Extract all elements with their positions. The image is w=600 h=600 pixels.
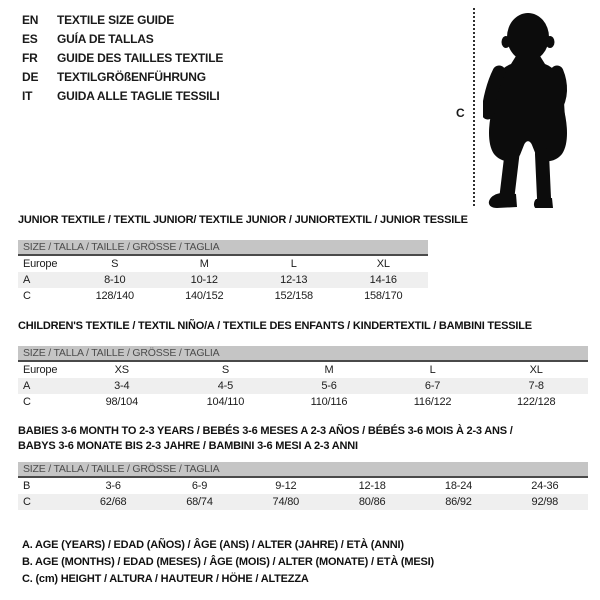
language-label: TEXTILGRÖßENFÜHRUNG [57,69,206,84]
language-label: GUIDE DES TAILLES TEXTILE [57,50,224,65]
size-value-cell: 122/128 [517,396,556,408]
size-value-cell: 68/74 [156,494,242,510]
baby-silhouette-icon [483,6,573,208]
language-code: ES [22,31,38,46]
language-row-de [22,67,223,86]
language-label: GUIDA ALLE TAGLIE TESSILI [57,88,220,103]
row-label-cell: Europe [23,364,58,376]
measurement-figure [450,4,598,212]
row-label-cell: A [18,378,70,394]
size-value-cell: 6-9 [191,480,208,492]
size-value-cell: 8-10 [70,272,160,288]
language-code: FR [22,50,38,65]
size-value-cell: 12-18 [358,480,386,492]
size-value-cell: 3-4 [70,378,174,394]
children-size-table [18,346,588,410]
size-value-cell: 12-13 [249,272,339,288]
language-list [22,10,223,105]
language-row-en [22,10,223,29]
language-row-fr [22,48,223,67]
row-label-cell: B [23,480,31,492]
table-row [18,362,588,378]
size-value-cell: 104/110 [206,396,245,408]
size-value-cell: 14-16 [339,272,429,288]
language-code: EN [22,12,39,27]
size-value-cell: 74/80 [243,494,329,510]
row-label-cell: C [18,494,70,510]
size-value-cell: 140/152 [185,290,224,302]
size-value-cell: XL [376,258,390,270]
table-row [18,378,588,394]
footnote-c: C. (cm) HEIGHT / ALTURA / HAUTEUR / HÖHE / ALTEZZA [22,573,309,585]
row-label-cell: C [23,396,31,408]
size-value-cell: 24-36 [531,480,559,492]
babies-table-title [18,424,513,454]
size-header-bar: SIZE / TALLA / TAILLE / GRÖSSE / TAGLIA [18,462,588,478]
language-row-es [22,29,223,48]
children-table-title: CHILDREN'S TEXTILE / TEXTIL NIÑO/A / TEXTILE DES ENFANTS / KINDERTEXTIL / BAMBINI TESSILE [18,320,532,332]
table-row [18,288,428,304]
size-value-cell: M [199,258,209,270]
table-row [18,394,588,410]
size-value-cell: L [290,258,297,270]
table-row [18,256,428,272]
height-measure-line [473,8,475,206]
size-value-cell: 3-6 [105,480,121,492]
table-row [18,494,588,510]
table-row [18,272,428,288]
size-value-cell: 9-12 [275,480,297,492]
footnote-b: B. AGE (MONTHS) / EDAD (MESES) / ÂGE (MOIS) / ALTER (MONATE) / ETÀ (MESI) [22,556,434,568]
size-value-cell: 18-24 [444,480,473,492]
language-code: DE [22,69,39,84]
row-label-cell: Europe [23,258,58,270]
size-value-cell: 152/158 [274,290,313,302]
size-value-cell: 128/140 [95,290,134,302]
babies-size-table [18,462,588,510]
size-value-cell: M [324,364,334,376]
size-header-bar: SIZE / TALLA / TAILLE / GRÖSSE / TAGLIA [18,240,428,256]
language-row-it [22,86,223,105]
language-label: GUÍA DE TALLAS [57,31,154,46]
size-value-cell: 5-6 [277,378,381,394]
size-value-cell: 98/104 [105,396,139,408]
size-value-cell: 62/68 [70,494,156,510]
size-value-cell: 116/122 [413,396,452,408]
size-value-cell: 92/98 [502,494,588,510]
language-code: IT [22,88,33,103]
size-value-cell: XL [529,364,543,376]
size-value-cell: 158/170 [364,290,403,302]
size-value-cell: 110/116 [310,396,348,408]
size-value-cell: L [429,364,436,376]
footnotes [22,537,434,588]
size-value-cell: 10-12 [160,272,250,288]
row-label-cell: A [18,272,70,288]
measure-label-c: C [456,106,465,120]
size-value-cell: 86/92 [415,494,501,510]
babies-title-line2: BABYS 3-6 MONATE BIS 2-3 JAHRE / BAMBINI 3-6 MESI A 2-3 ANNI [18,440,358,452]
size-header-bar: SIZE / TALLA / TAILLE / GRÖSSE / TAGLIA [18,346,588,362]
junior-table-title: JUNIOR TEXTILE / TEXTIL JUNIOR/ TEXTILE JUNIOR / JUNIORTEXTIL / JUNIOR TESSILE [18,214,468,226]
footnote-a: A. AGE (YEARS) / EDAD (AÑOS) / ÂGE (ANS) / ALTER (JAHRE) / ETÀ (ANNI) [22,539,404,551]
size-value-cell: 80/86 [329,494,415,510]
table-row [18,478,588,494]
size-value-cell: 7-8 [484,378,588,394]
size-value-cell: S [221,364,229,376]
size-value-cell: 6-7 [381,378,485,394]
size-value-cell: XS [114,364,129,376]
language-label: TEXTILE SIZE GUIDE [57,12,175,27]
junior-size-table [18,240,428,304]
babies-title-line1: BABIES 3-6 MONTH TO 2-3 YEARS / BEBÉS 3-6 MESES A 2-3 AÑOS / BÉBÉS 3-6 MOIS À 2-3 ANS / [18,425,513,437]
size-value-cell: S [111,258,119,270]
row-label-cell: C [23,290,31,302]
size-value-cell: 4-5 [174,378,278,394]
